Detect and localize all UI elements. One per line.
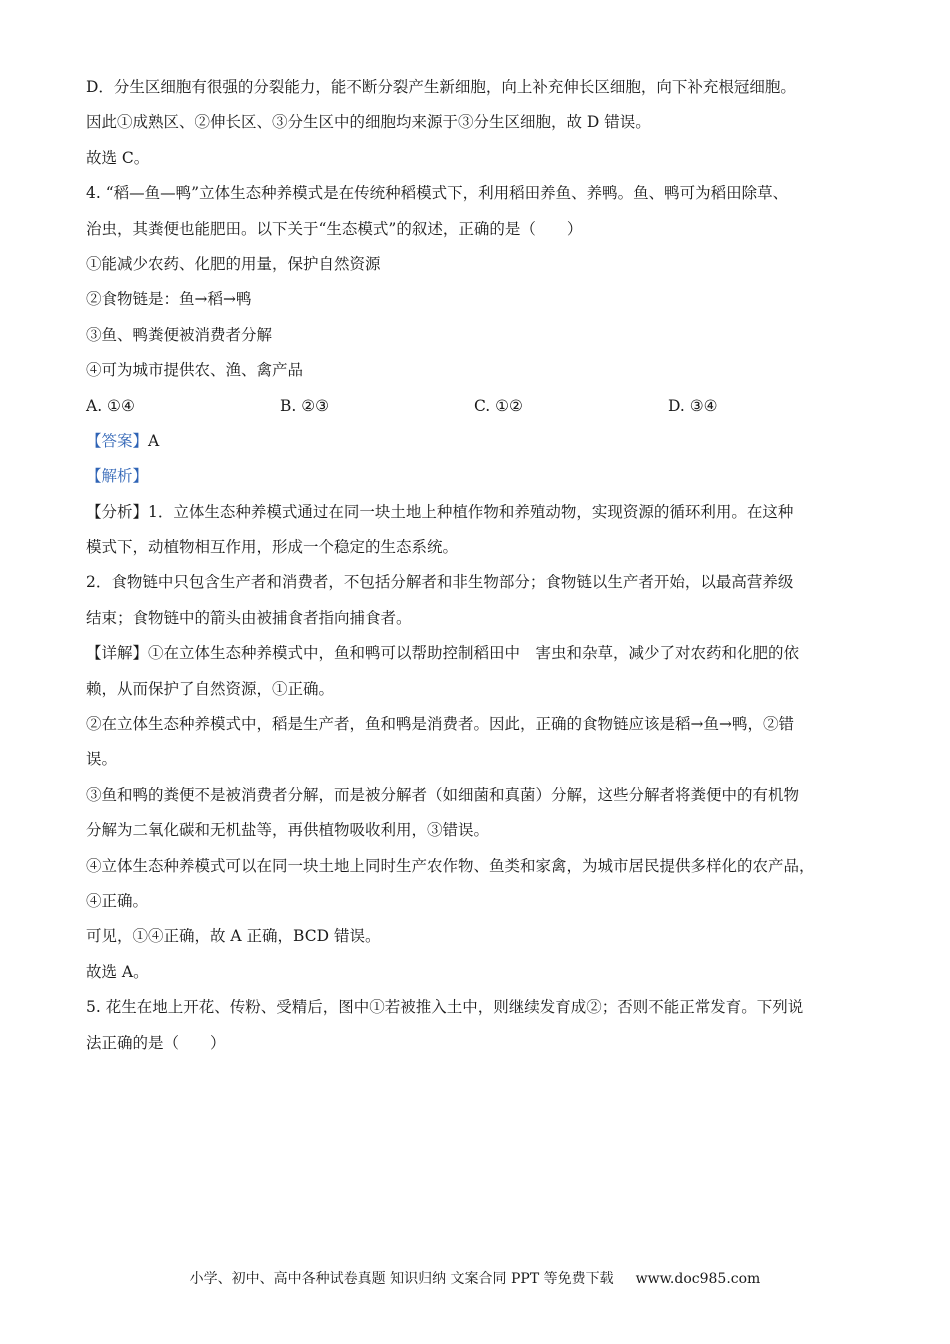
footer-url[interactable]: www.doc985.com — [635, 1271, 761, 1287]
statement-4: ④可为城市提供农、渔、禽产品 — [86, 361, 304, 380]
text-line: 结束；食物链中的箭头由被捕食者指向捕食者。 — [86, 608, 412, 627]
document-body — [86, 70, 876, 1061]
option-d: D. ③④ — [668, 396, 718, 415]
answer-value: A — [148, 431, 160, 450]
question-5-stem: 法正确的是（ ） — [86, 1033, 226, 1052]
text-line: 可见，①④正确，故 A 正确，BCD 错误。 — [86, 927, 381, 946]
text-line: 【分析】1．立体生态种养模式通过在同一块土地上种植作物和养殖动物，实现资源的循环利用。在这种 — [86, 502, 794, 521]
text-line: 分解为二氧化碳和无机盐等，再供植物吸收利用，③错误。 — [86, 821, 490, 840]
page-footer — [0, 1268, 950, 1288]
text-line: ④立体生态种养模式可以在同一块土地上同时生产农作物、鱼类和家禽，为城市居民提供多样化的农产品， — [86, 856, 815, 875]
statement-1: ①能减少农药、化肥的用量，保护自然资源 — [86, 254, 381, 273]
text-line: 赖，从而保护了自然资源，①正确。 — [86, 679, 335, 698]
option-a: A. ①④ — [86, 396, 135, 415]
text-line: D．分生区细胞有很强的分裂能力，能不断分裂产生新细胞，向上补充伸长区细胞，向下补充根冠细胞。 — [86, 78, 796, 96]
question-5-stem: 5. 花生在地上开花、传粉、受精后，图中①若被推入土中，则继续发育成②；否则不能正常发育。下列说 — [86, 998, 804, 1017]
answer-line — [86, 424, 876, 459]
text-line: 因此①成熟区、②伸长区、③分生区中的细胞均来源于③分生区细胞，故 D 错误。 — [86, 113, 651, 132]
answer-label: 【答案】 — [86, 431, 149, 450]
answer-options — [86, 389, 876, 424]
footer-text: 小学、初中、高中各种试卷真题 知识归纳 文案合同 PPT 等免费下载 — [189, 1271, 614, 1287]
text-line: 2．食物链中只包含生产者和消费者，不包括分解者和非生物部分；食物链以生产者开始，以最高营养级 — [86, 573, 794, 592]
text-line: 误。 — [86, 750, 118, 769]
text-line: 故选 A。 — [86, 962, 149, 981]
text-line: ④正确。 — [86, 891, 149, 910]
text-line: 模式下，动植物相互作用，形成一个稳定的生态系统。 — [86, 538, 459, 557]
text-line: 故选 C。 — [86, 148, 150, 167]
option-b: B. ②③ — [280, 396, 330, 415]
analysis-label: 【解析】 — [86, 467, 149, 486]
statement-3: ③鱼、鸭粪便被消费者分解 — [86, 325, 273, 344]
statement-2: ②食物链是：鱼→稻→鸭 — [86, 290, 252, 309]
text-line: 【详解】①在立体生态种养模式中，鱼和鸭可以帮助控制稻田中 害虫和杂草，减少了对农药和化肥的依 — [86, 644, 800, 663]
question-4-stem: 4. “稻—鱼—鸭”立体生态种养模式是在传统种稻模式下，利用稻田养鱼、养鸭。鱼、鸭可为稻田除草、 — [86, 184, 789, 203]
option-c: C. ①② — [474, 396, 523, 415]
text-line: ②在立体生态种养模式中，稻是生产者，鱼和鸭是消费者。因此，正确的食物链应该是稻→鱼→鸭，②错 — [86, 715, 794, 734]
text-line: ③鱼和鸭的粪便不是被消费者分解，而是被分解者（如细菌和真菌）分解，这些分解者将粪便中的有机物 — [86, 785, 800, 804]
question-4-stem: 治虫，其粪便也能肥田。以下关于“生态模式”的叙述，正确的是（ ） — [86, 219, 583, 238]
